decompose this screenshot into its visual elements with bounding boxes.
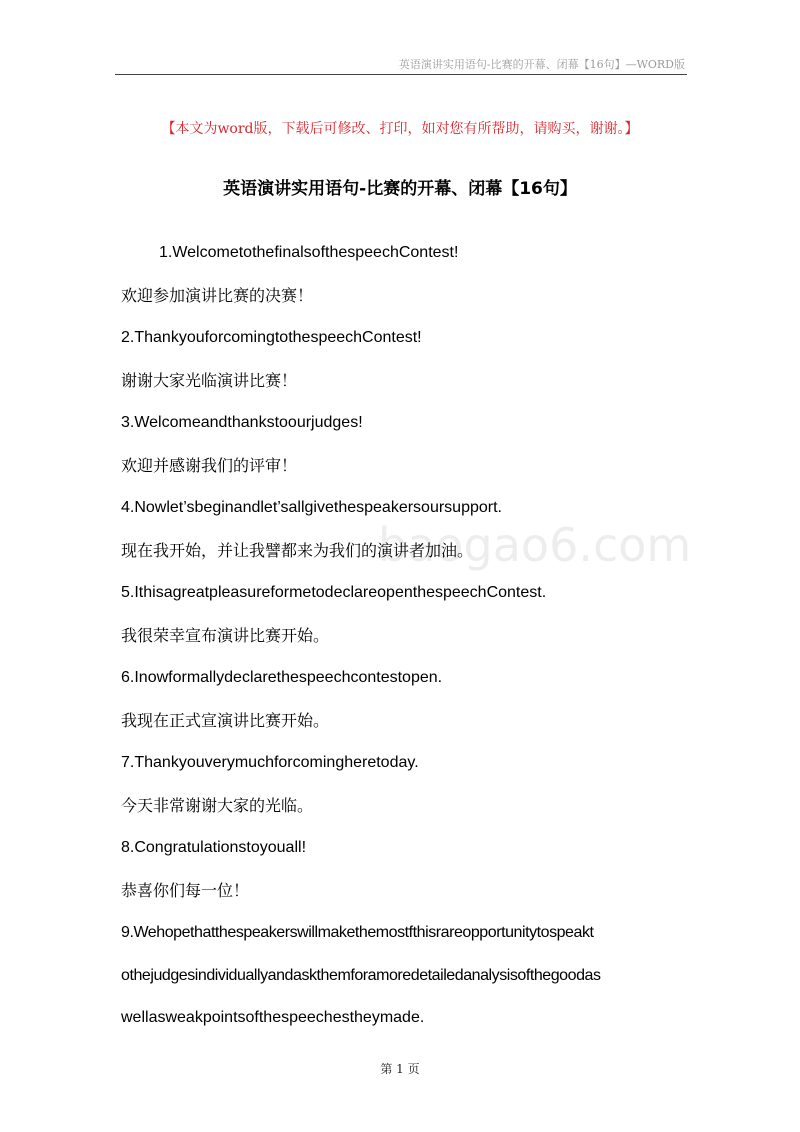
sentence-4-zh: 现在我开始，并让我譬都来为我们的演讲者加油。 <box>121 540 474 560</box>
page-number: 第 1 页 <box>380 1062 420 1076</box>
sentence-4-en: 4.Nowlet’sbeginandlet’sallgivethespeakersoursupport. <box>121 499 502 516</box>
watermark: baogao6.com <box>378 518 692 572</box>
sentence-2-zh: 谢谢大家光临演讲比赛！ <box>121 370 298 390</box>
sentence-3-en: 3.Welcomeandthankstoourjudges! <box>121 414 363 431</box>
running-header: 英语演讲实用语句-比赛的开幕、闭幕【16句】—WORD版 <box>398 58 685 71</box>
sentence-3-zh: 欢迎并感谢我们的评审！ <box>121 455 298 475</box>
sentence-7-zh: 今天非常谢谢大家的光临。 <box>121 795 314 815</box>
sentence-2-en: 2.ThankyouforcomingtothespeechContest! <box>121 329 422 346</box>
sentence-1-en: 1.WelcometothefinalsofthespeechContest! <box>159 244 459 261</box>
header-divider <box>115 74 687 75</box>
document-title: 英语演讲实用语句-比赛的开幕、闭幕【16句】 <box>223 179 577 199</box>
sentence-9-en-line-1: 9.Wehopethatthespeakerswillmakethemostfthisrareopportunitytospeakt <box>121 924 594 941</box>
sentence-5-zh: 我很荣幸宣布演讲比赛开始。 <box>121 625 330 645</box>
download-notice: 【本文为word版，下载后可修改、打印，如对您有所帮助，请购买，谢谢。】 <box>161 121 639 137</box>
sentence-7-en: 7.Thankyouverymuchforcomingheretoday. <box>121 754 419 771</box>
sentence-6-zh: 我现在正式宣演讲比赛开始。 <box>121 710 330 730</box>
sentence-6-en: 6.Inowformallydeclarethespeechcontestopen. <box>121 669 443 686</box>
sentence-8-en: 8.Congratulationstoyouall! <box>121 839 307 856</box>
sentence-9-en-line-3: wellasweakpointsofthespeechestheymade. <box>121 1009 425 1026</box>
document-body <box>121 232 690 1040</box>
sentence-5-en: 5.IthisagreatpleasureformetodeclareopenthespeechContest. <box>121 584 547 601</box>
sentence-8-zh: 恭喜你们每一位！ <box>121 880 250 900</box>
sentence-9-en-line-2: othejudgesindividuallyandaskthemforamoredetailedanalysisofthegoodas <box>121 966 601 984</box>
sentence-1-zh: 欢迎参加演讲比赛的决赛！ <box>121 285 314 305</box>
